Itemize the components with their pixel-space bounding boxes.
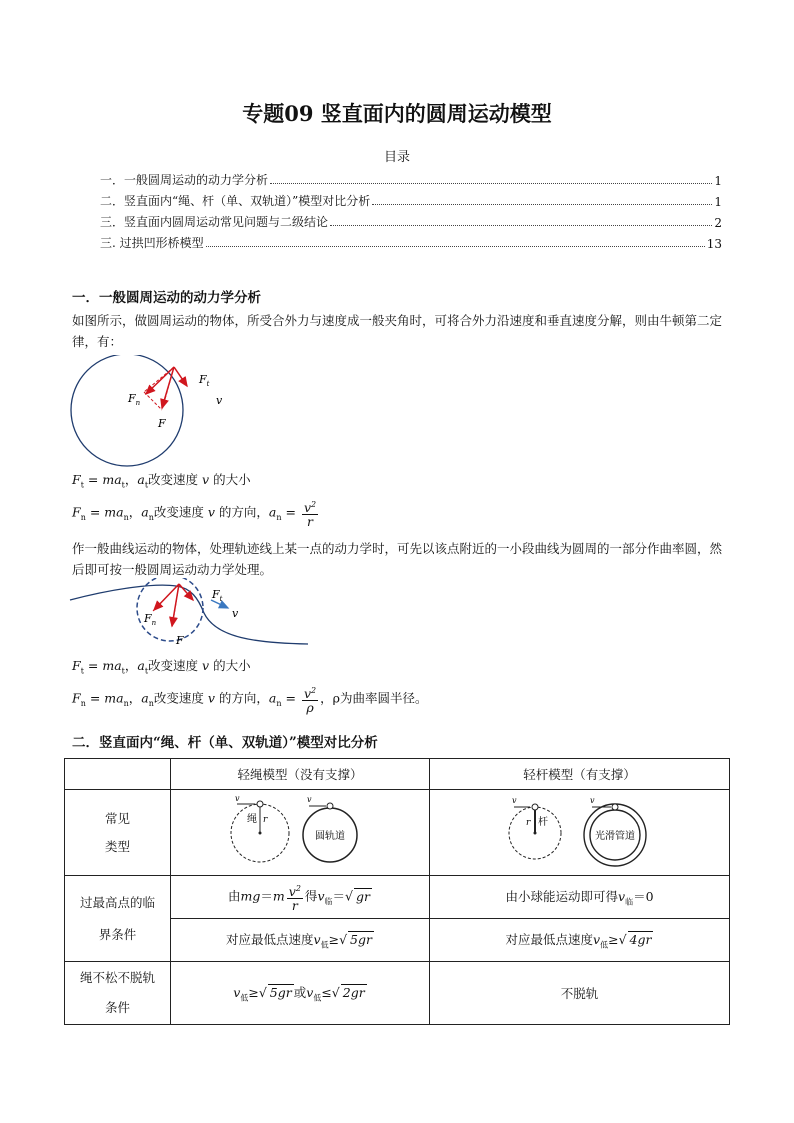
svg-text:杆: 杆 — [537, 817, 548, 828]
toc-heading: 目录 — [383, 150, 410, 165]
page-title: 专题09 竖直面内的圆周运动模型 — [242, 101, 552, 126]
rod-critical-cond: 由小球能运动即可得$v_临=0$ — [430, 876, 730, 919]
fn-label: $F_n$ — [128, 392, 141, 407]
rod-types-figure — [430, 790, 730, 876]
eq-normal-2: $F_n = ma_n$，$a_n$改变速度 v 的方向，$a_n$ = $\frac{v^2}{\rho}$ ，ρ为曲率圆半径。 — [72, 686, 428, 716]
eq-tangential: $F_t = ma_t$，$a_t$改变速度 v 的大小 — [72, 472, 251, 490]
toc-item[interactable]: 三．竖直面内圆周运动常见问题与二级结论 2 — [100, 215, 722, 230]
table-row — [65, 759, 730, 790]
section2-heading: 二．竖直面内“绳、杆（单、双轨道）”模型对比分析 — [72, 735, 378, 751]
circle-force-diagram — [66, 355, 236, 470]
col-header-rope: 轻绳模型（没有支撑） — [171, 759, 430, 790]
svg-text:v: v — [307, 795, 312, 804]
v-label: v — [216, 394, 223, 407]
rope-critical-cond: 由mg＝m $\frac{v^2}{r}$ 得$v_临=√$ gr — [171, 876, 430, 919]
rod-noslack-cond: 不脱轨 — [430, 962, 730, 1025]
row-label-critical: 过最高点的临 界条件 — [65, 876, 171, 962]
svg-text:Fn: $F_n$ — [144, 612, 157, 627]
rope-noslack-cond: $v_低\ge√$ 5gr 或$v_低\le√$ 2gr — [171, 962, 430, 1025]
svg-text:绳: 绳 — [247, 814, 257, 825]
curvature-force-diagram — [66, 578, 316, 653]
eq-normal: $F_n = ma_n$，$a_n$改变速度 v 的方向，$a_n$ = $\frac{v^2}{r}$ — [72, 500, 317, 530]
svg-text:F: F — [176, 634, 184, 647]
row-label-noslack: 绳不松不脱轨 条件 — [65, 962, 171, 1025]
toc-item[interactable]: 三. 过拱凹形桥模型 13 — [100, 236, 722, 251]
toc-item[interactable]: 二．竖直面内“绳、杆（单、双轨道）”模型对比分析 1 — [100, 194, 722, 209]
rope-types-figure — [171, 790, 430, 876]
table-row — [65, 962, 730, 1025]
toc-item[interactable]: 一．一般圆周运动的动力学分析 1 — [100, 173, 722, 188]
svg-text:光滑管道: 光滑管道 — [594, 831, 635, 842]
eq-tangential-2: $F_t = ma_t$，$a_t$改变速度 v 的大小 — [72, 658, 251, 676]
svg-text:Ft: $F_t$ — [212, 588, 223, 603]
svg-text:v: v — [511, 796, 517, 805]
svg-text:r: r — [263, 815, 268, 825]
ft-label: $F_t$ — [199, 373, 210, 388]
col-header-rod: 轻杆模型（有支撑） — [430, 759, 730, 790]
section1-heading: 一．一般圆周运动的动力学分析 — [72, 290, 261, 306]
section1-intro: 如图所示，做圆周运动的物体，所受合外力与速度成一般夹角时，可将合外力沿速度和垂直速度分解，则由牛顿第二定律，有： — [72, 313, 723, 349]
rod-lowest-speed: 对应最低点速度$v_低\ge√$ 4gr — [430, 919, 730, 962]
svg-text:v: v — [235, 794, 240, 803]
rope-lowest-speed: 对应最低点速度$v_低\ge√$ 5gr — [171, 919, 430, 962]
svg-text:r: r — [525, 818, 530, 828]
table-row — [65, 790, 730, 876]
row-label-types: 常见 类型 — [65, 790, 171, 876]
table-row — [65, 876, 730, 919]
svg-text:v: v — [232, 607, 239, 620]
model-comparison-table — [64, 758, 730, 1025]
section1-para2: 作一般曲线运动的物体，处理轨迹线上某一点的动力学时，可先以该点附近的一小段曲线为圆周的一部分作曲率圆，然后即可按一般圆周运动动力学处理。 — [72, 541, 723, 577]
svg-text:圆轨道: 圆轨道 — [315, 831, 345, 842]
f-label: F — [158, 417, 166, 430]
svg-text:v: v — [589, 796, 595, 805]
